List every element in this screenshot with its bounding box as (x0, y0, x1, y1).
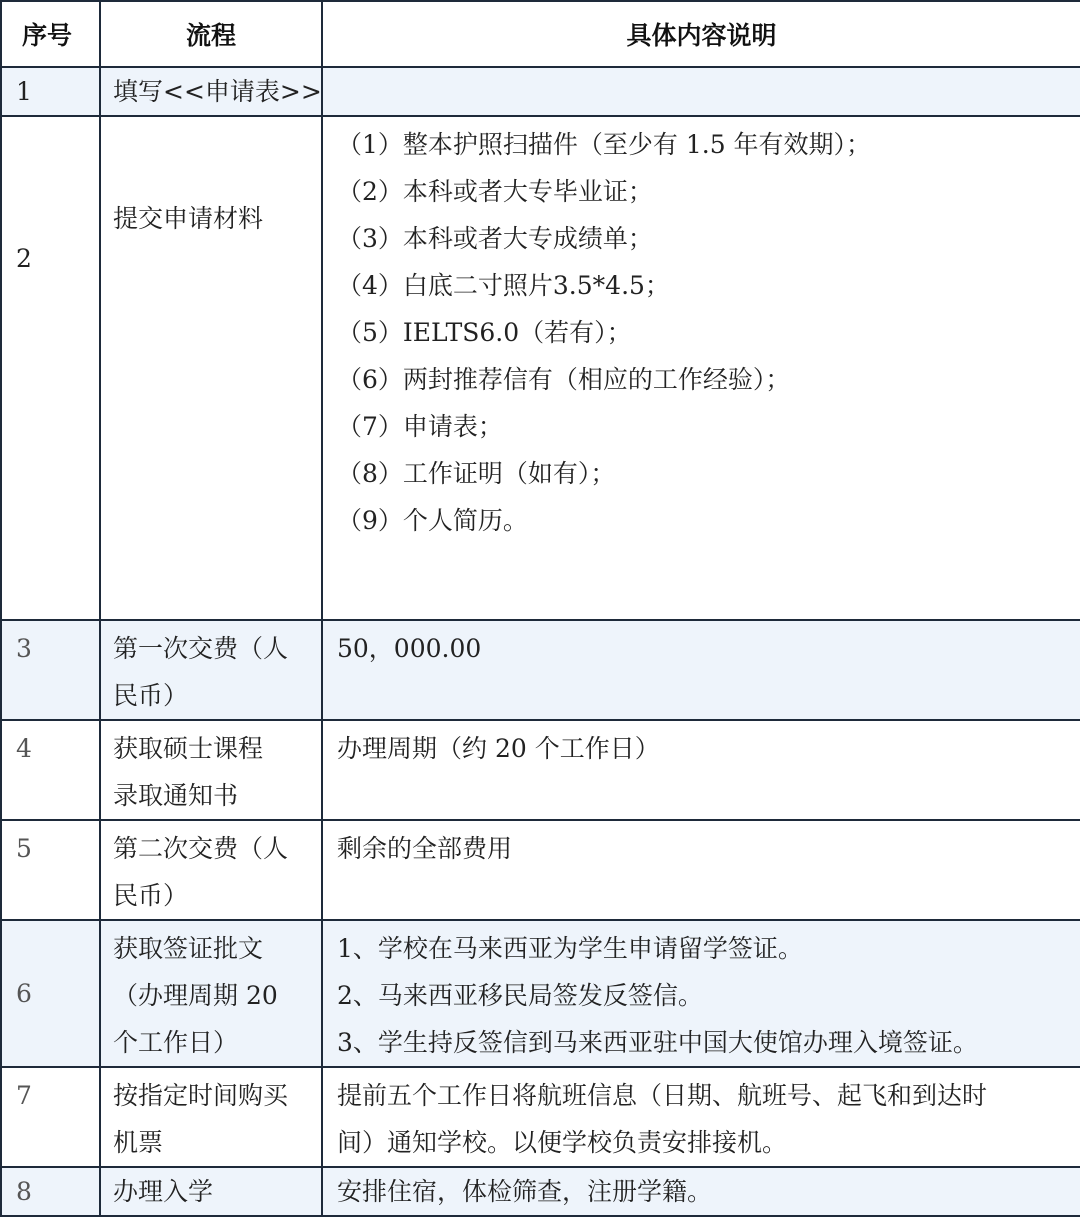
table-row (1, 820, 1080, 920)
row-detail-line: 办理周期（约 20 个工作日） (337, 734, 660, 763)
row-seq: 1 (16, 77, 32, 106)
table-row (1, 116, 1080, 620)
material-item: （8）工作证明（如有）； (337, 459, 616, 488)
visa-step: 2、马来西亚移民局签发反签信。 (337, 981, 703, 1010)
row-process-line: 获取硕士课程 (113, 734, 264, 763)
row-process-line: 填写<<申请表>> (113, 76, 322, 106)
table-row (1, 920, 1080, 1067)
table-row (1, 67, 1080, 116)
visa-step: 3、学生持反签信到马来西亚驻中国大使馆办理入境签证。 (337, 1028, 978, 1057)
header-row (1, 1, 1080, 67)
table-row (1, 720, 1080, 820)
row-detail-empty (322, 67, 1080, 116)
material-item: （5）IELTS6.0（若有）； (337, 318, 632, 347)
material-item: （4）白底二寸照片3.5*4.5； (337, 271, 670, 300)
row-process-line: 录取通知书 (113, 781, 239, 810)
row-seq: 7 (16, 1081, 32, 1110)
row-seq: 3 (16, 634, 32, 663)
row-process-line: 按指定时间购买 (113, 1081, 289, 1110)
material-item: （9）个人简历。 (337, 506, 528, 535)
row-process-line: 办理入学 (113, 1176, 214, 1206)
table-row (1, 620, 1080, 720)
row-seq: 8 (16, 1177, 32, 1206)
row-process-line: 机票 (113, 1128, 164, 1157)
material-item: （2）本科或者大专毕业证； (337, 177, 653, 206)
header-detail: 具体内容说明 (322, 1, 1080, 67)
row-detail-line: 提前五个工作日将航班信息（日期、航班号、起飞和到达时 (337, 1081, 988, 1110)
row-process-line: 提交申请材料 (113, 204, 264, 233)
material-item: （7）申请表； (337, 412, 503, 441)
row-detail-line: 剩余的全部费用 (337, 834, 513, 863)
material-item: （1）整本护照扫描件（至少有 1.5 年有效期）； (337, 130, 872, 159)
row-process-line: 第二次交费（人 (113, 834, 289, 863)
header-seq: 序号 (1, 1, 100, 67)
header-process: 流程 (100, 1, 322, 67)
table-row (1, 1067, 1080, 1167)
visa-step: 1、学校在马来西亚为学生申请留学签证。 (337, 934, 803, 963)
row-process-line: 获取签证批文 (113, 934, 264, 963)
row-seq: 4 (16, 734, 32, 763)
row-process-line: 第一次交费（人 (113, 634, 289, 663)
material-item: （6）两封推荐信有（相应的工作经验）； (337, 365, 791, 394)
row-process-line: （办理周期 20 (113, 981, 278, 1010)
row-seq: 6 (16, 979, 32, 1008)
row-process-line: 个工作日） (113, 1028, 239, 1057)
row-process-line: 民币） (113, 681, 189, 710)
row-seq: 5 (16, 834, 32, 863)
row-process-line: 民币） (113, 881, 189, 910)
row-seq: 2 (16, 244, 32, 273)
row-detail-line: 间）通知学校。以便学校负责安排接机。 (337, 1128, 788, 1157)
row-detail-line: 安排住宿，体检筛查，注册学籍。 (337, 1176, 713, 1206)
material-item: （3）本科或者大专成绩单； (337, 224, 653, 253)
row-detail-line: 50，000.00 (337, 634, 482, 663)
